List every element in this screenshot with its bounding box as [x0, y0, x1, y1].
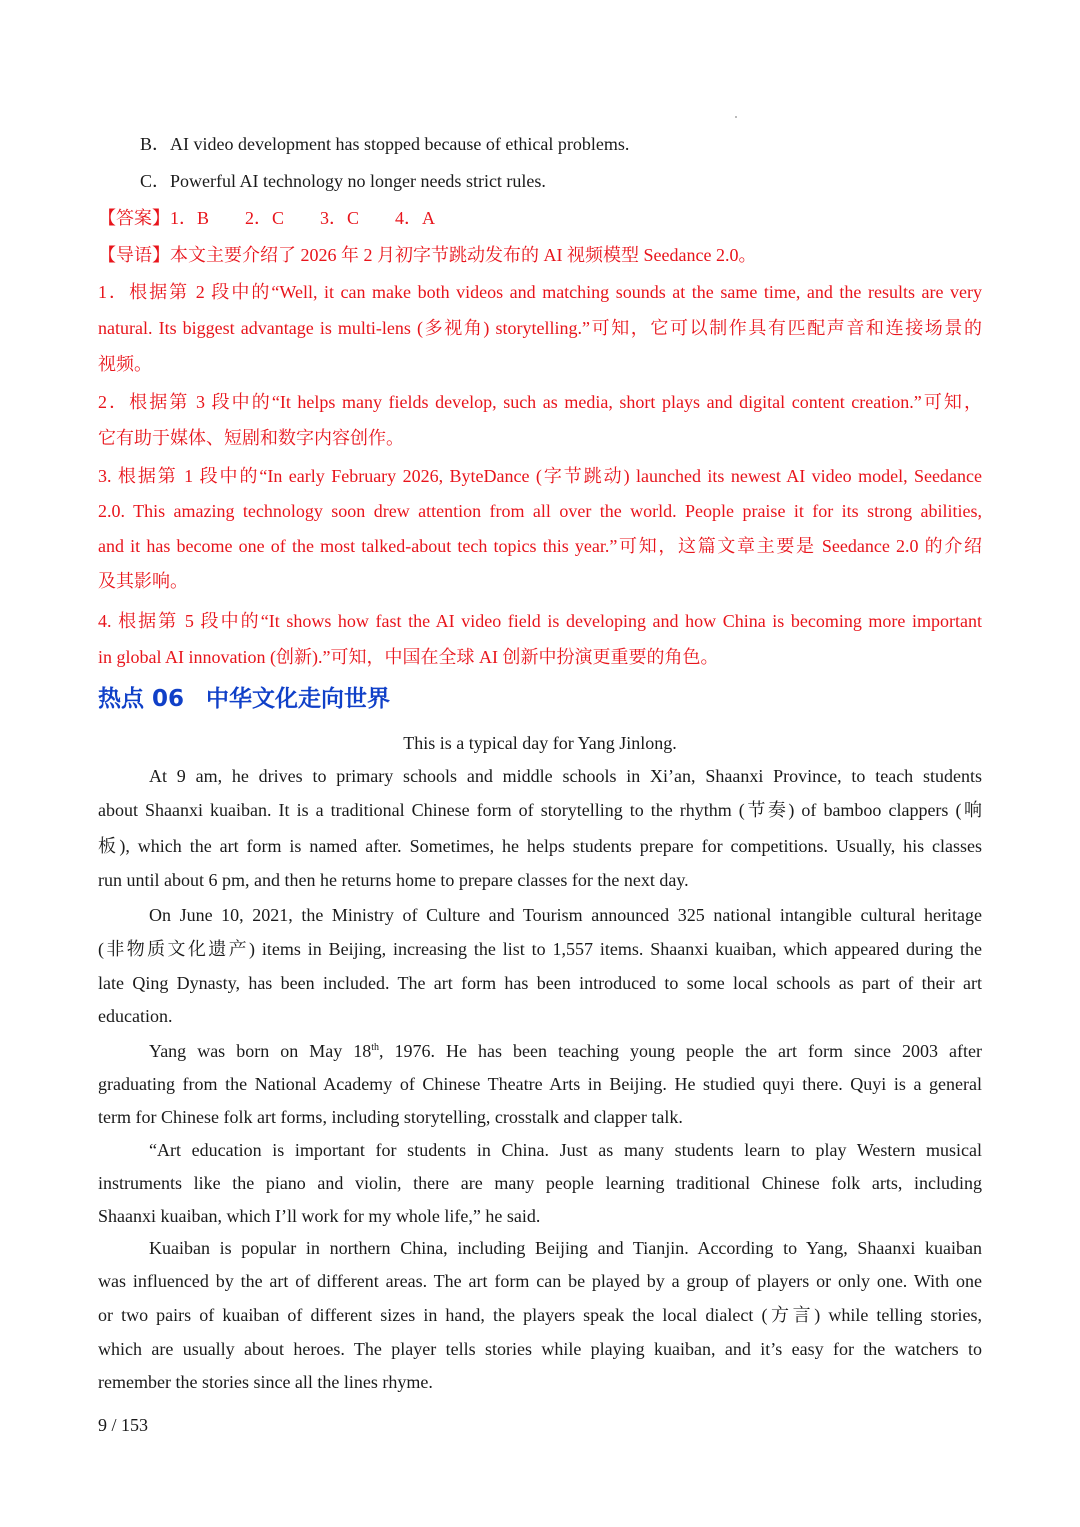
- explanation-line: 视频。: [98, 354, 152, 374]
- paragraph-line: (非物质文化遗产) items in Beijing, increasing the list to 1,557 items. Shaanxi kuaiban, which appeared during the: [98, 939, 982, 959]
- paragraph-line: 板), which the art form is named after. Sometimes, he helps students prepare for competitions. Usually, his classes: [98, 836, 982, 856]
- guide-text: 本文主要介绍了 2026 年 2 月初字节跳动发布的 AI 视频模型 Seedance 2.0。: [170, 245, 757, 265]
- explanation-line: 及其影响。: [98, 571, 188, 591]
- answer-label: 【答案】: [98, 208, 170, 228]
- paragraph-line: term for Chinese folk art forms, including storytelling, crosstalk and clapper talk.: [98, 1107, 683, 1127]
- article-paragraph-3: [98, 1035, 982, 1134]
- article-paragraph-1: [98, 760, 982, 897]
- explanation-line: 3. 根据第 1 段中的“In early February 2026, ByteDance (字节跳动) launched its newest AI video model, Seedance: [98, 466, 982, 486]
- paragraph-line: On June 10, 2021, the Ministry of Culture and Tourism announced 325 national intangible cultural heritage: [149, 905, 982, 925]
- paragraph-line: At 9 am, he drives to primary schools and middle schools in Xi’an, Shaanxi Province, to teach students: [149, 766, 982, 786]
- ordinal-suffix: th: [371, 1042, 380, 1053]
- explanation-line: in global AI innovation (创新).”可知，中国在全球 AI 创新中扮演更重要的角色。: [98, 647, 719, 667]
- article-title: This is a typical day for Yang Jinlong.: [403, 733, 677, 753]
- explanation-3: [98, 458, 982, 599]
- answer-text: 1．B 2．C 3．C 4．A: [170, 208, 436, 228]
- paragraph-line: remember the stories since all the lines rhyme.: [98, 1372, 433, 1392]
- scan-speck: [735, 116, 737, 118]
- paragraph-line: instruments like the piano and violin, there are many people learning traditional Chinese folk arts, including: [98, 1173, 982, 1193]
- explanation-line: 它有助于媒体、短剧和数字内容创作。: [98, 428, 404, 448]
- explanation-line: 2.0. This amazing technology soon drew attention from all over the world. People praise it for its strong abilities,: [98, 501, 982, 521]
- section-number: 热点 06: [98, 686, 185, 712]
- paragraph-line: “Art education is important for students in China. Just as many students learn to play Western musical: [149, 1140, 982, 1160]
- explanation-line: 2．根据第 3 段中的“It helps many fields develop, such as media, short plays and digital content creation.”可知，: [98, 392, 982, 412]
- paragraph-line: [98, 1035, 982, 1068]
- paragraph-line: late Qing Dynasty, has been included. The art form has been introduced to some local schools as part of their art: [98, 973, 982, 993]
- option-b: B．AI video development has stopped because of ethical problems.: [140, 134, 630, 154]
- explanation-line: natural. Its biggest advantage is multi-lens (多视角) storytelling.”可知，它可以制作具有匹配声音和连接场景的: [98, 318, 982, 338]
- answer-line: [98, 207, 435, 229]
- paragraph-line: or two pairs of kuaiban of different sizes in hand, the players speak the local dialect (方言) while telling stories,: [98, 1305, 982, 1325]
- option-c: C．Powerful AI technology no longer needs strict rules.: [140, 171, 546, 191]
- explanation-4: [98, 603, 982, 675]
- guide-line: [98, 244, 756, 266]
- paragraph-line: Shaanxi kuaiban, which I’ll work for my whole life,” he said.: [98, 1206, 541, 1226]
- explanation-2: [98, 384, 982, 456]
- explanation-line: 1．根据第 2 段中的“Well, it can make both videos and matching sounds at the same time, and the results are very: [98, 282, 982, 302]
- section-title: 中华文化走向世界: [206, 686, 391, 712]
- section-heading: [98, 684, 390, 714]
- paragraph-line: about Shaanxi kuaiban. It is a traditional Chinese form of storytelling to the rhythm (节奏) of bamboo clappers (响: [98, 800, 982, 820]
- page-number: 9 / 153: [98, 1415, 149, 1435]
- paragraph-line: run until about 6 pm, and then he returns home to prepare classes for the next day.: [98, 870, 689, 890]
- article-paragraph-2: [98, 899, 982, 1033]
- guide-label: 【导语】: [98, 245, 170, 265]
- paragraph-line: which are usually about heroes. The player tells stories while playing kuaiban, and it’s easy for the watchers to: [98, 1339, 982, 1359]
- paragraph-line: Kuaiban is popular in northern China, including Beijing and Tianjin. According to Yang, Shaanxi kuaiban: [149, 1238, 982, 1258]
- explanation-line: and it has become one of the most talked-about tech topics this year.”可知，这篇文章主要是 Seedance 2.0 的介绍: [98, 536, 982, 556]
- article-paragraph-4: [98, 1134, 982, 1233]
- paragraph-line: graduating from the National Academy of Chinese Theatre Arts in Beijing. He studied quyi there. Quyi is a general: [98, 1074, 982, 1094]
- paragraph-line: education.: [98, 1006, 173, 1026]
- paragraph-line: was influenced by the art of different areas. The art form can be played by a group of players or only one. With one: [98, 1271, 982, 1291]
- birth-text-a: Yang was born on May 18: [149, 1041, 372, 1061]
- article-paragraph-5: [98, 1232, 982, 1399]
- explanation-1: [98, 274, 982, 382]
- birth-text-b: , 1976. He has been teaching young people the art form since 2003 after: [379, 1041, 982, 1061]
- explanation-line: 4. 根据第 5 段中的“It shows how fast the AI video field is developing and how China is becoming more important: [98, 611, 982, 631]
